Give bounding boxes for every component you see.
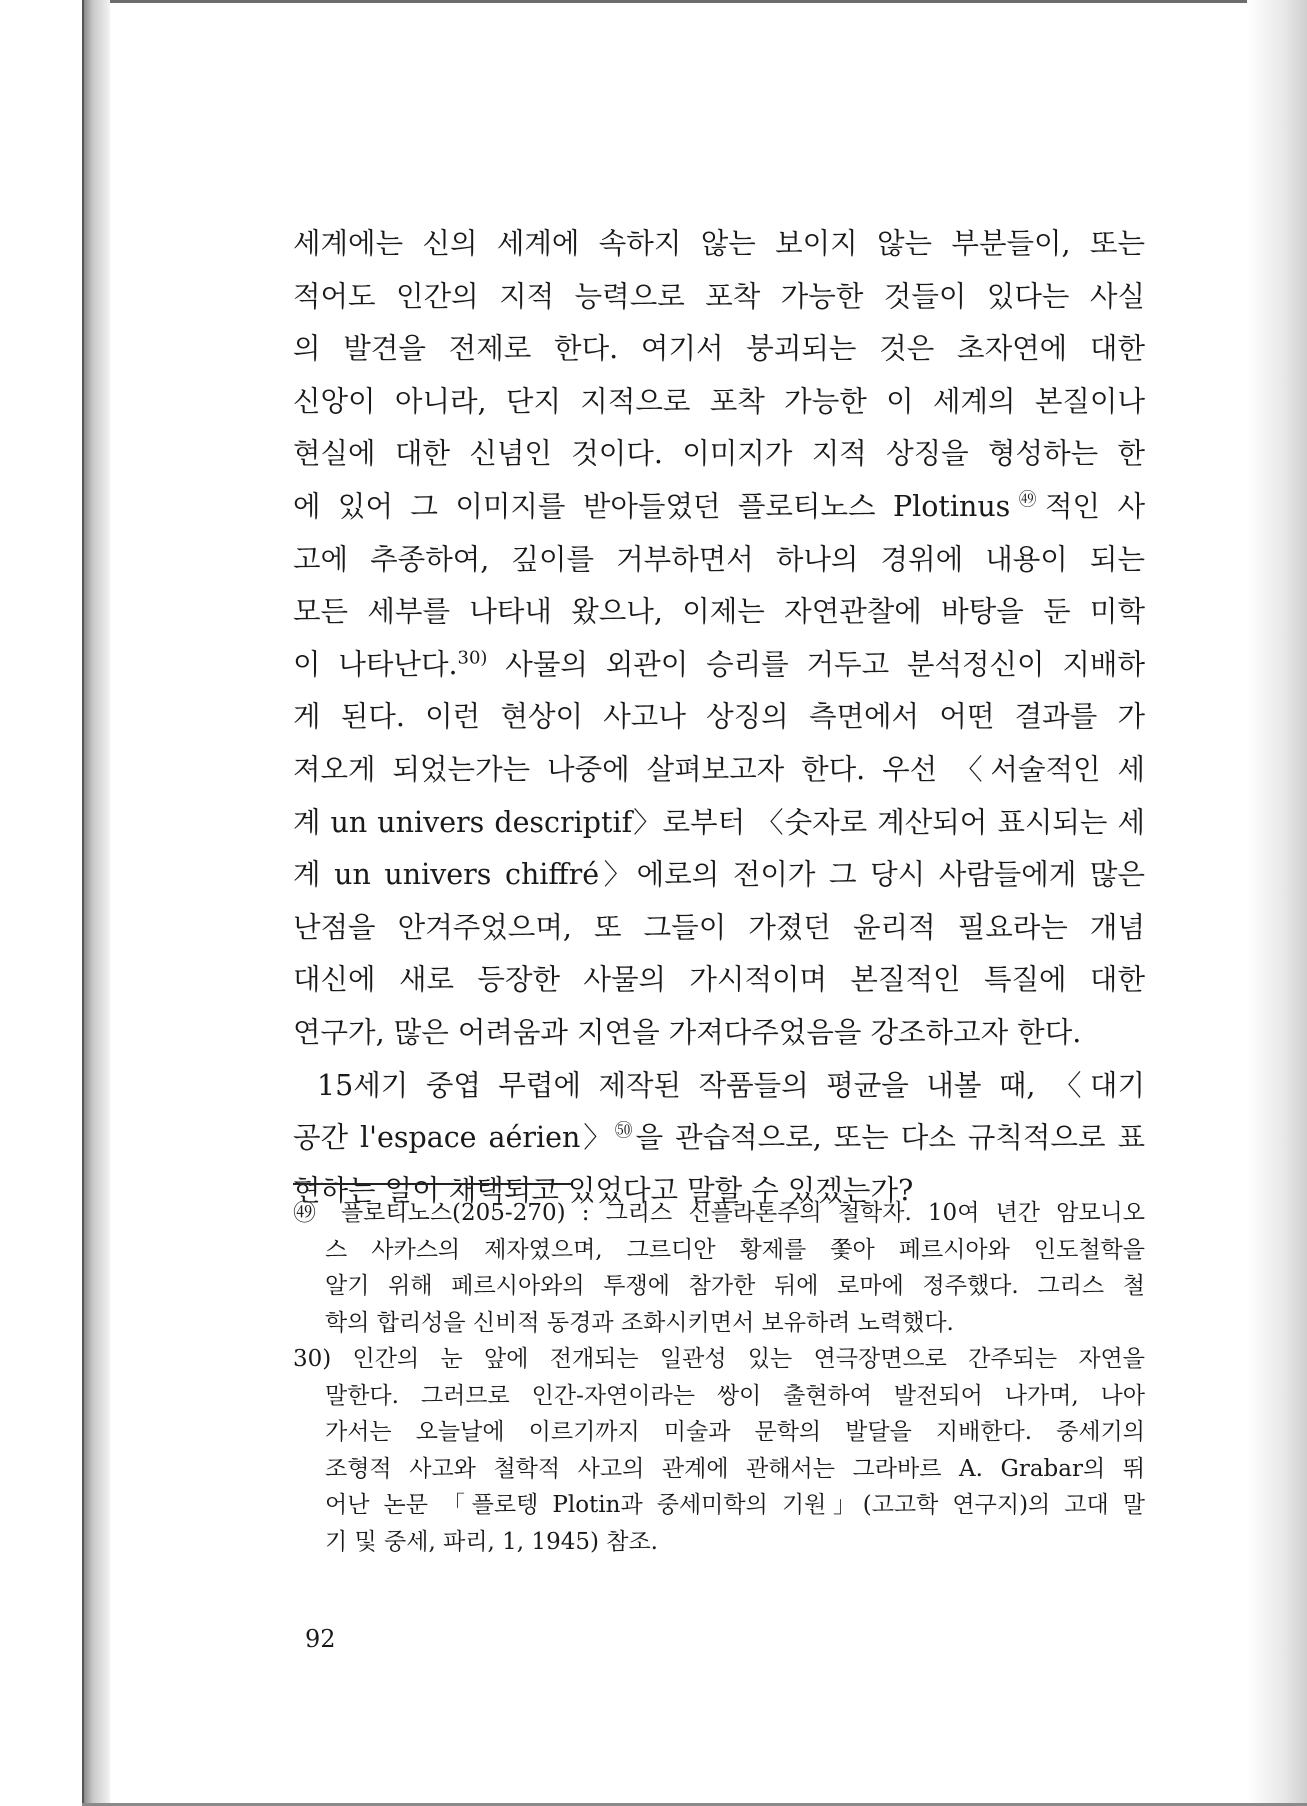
body-line: 현실에 대한 신념인 것이다. 이미지가 지적 상징을 형성하는 한 [293,437,1145,471]
book-spine-edge [82,0,110,1806]
footnote-line: 조형적 사고와 철학적 사고의 관계에 관해서는 그라바르 A. Grabar의 뛰 [325,1455,1145,1482]
body-line-with-note [293,639,1145,692]
body-line: 대신에 새로 등장한 사물의 가시적이며 본질적인 특질에 대한 [293,963,1145,997]
footnote-separator [293,1183,573,1185]
footnotes [293,1195,1145,1560]
footnote-line: 30) 인간의 눈 앞에 전개되는 일관성 있는 연극장면으로 간주되는 자연을 [293,1346,1145,1372]
body-line: 세계에는 신의 세계에 속하지 않는 보이지 않는 부분들이, 또는 [293,227,1145,260]
body-line-head: 공간 l'espace aérien〉 [293,1121,615,1155]
body-line-tail: 적인 사 [1045,489,1145,523]
body-line: 신앙이 아니라, 단지 지적으로 포착 가능한 이 세계의 본질이나 [293,384,1145,418]
body-line-with-note [293,1112,1145,1165]
body-line: 의 발견을 전제로 한다. 여기서 붕괴되는 것은 초자연에 대한 [293,332,1145,366]
body-line-with-note [293,481,1145,534]
footnote-line: 말한다. 그러므로 인간-자연이라는 쌍이 출현하여 발전되어 나가며, 나아 [325,1382,1145,1409]
body-line: 적어도 인간의 지적 능력으로 포착 가능한 것들이 있다는 사실 [293,279,1145,313]
body-line: 계 un univers descriptif〉로부터 〈숫자로 계산되어 표시되는 세 [293,805,1145,839]
footnote-ref-30: 30) [457,647,488,669]
body-line: 현하는 일이 채택되고 있었다고 말할 수 있겠는가? [293,1173,914,1207]
body-line: 모든 세부를 나타내 왔으나, 이제는 자연관찰에 바탕을 둔 미학 [293,595,1145,629]
footnote-ref-50: ㊿ [614,1120,636,1142]
body-line: 져오게 되었는가는 나중에 살펴보고자 한다. 우선 〈서술적인 세 [293,752,1145,786]
body-line: 계 un univers chiffré〉에로의 전이가 그 당시 사람들에게 많은 [293,858,1145,892]
page-number: 92 [305,1625,336,1653]
footnote-line: 가서는 오늘날에 이르기까지 미술과 문학의 발달을 지배한다. 중세기의 [325,1419,1145,1445]
body-line: 게 된다. 이런 현상이 사고나 상징의 측면에서 어떤 결과를 가 [293,700,1145,734]
footnote-line: ㊾ 플로티노스(205-270) : 그리스 신플라톤주의 철학자. 10여 년간 암모니오 [293,1200,1145,1226]
footnote-49 [293,1195,1145,1341]
footnote-line: 알기 위해 페르시아와의 투쟁에 참가한 뒤에 로마에 정주했다. 그리스 철 [325,1273,1145,1299]
body-line: 연구가, 많은 어려움과 지연을 가져다주었음을 강조하고자 한다. [293,1015,1082,1049]
body-line-tail: 을 관습적으로, 또는 다소 규칙적으로 표 [635,1121,1145,1155]
body-line-tail: 사물의 외관이 승리를 거두고 분석정신이 지배하 [487,647,1145,681]
body-line: 고에 추종하여, 깊이를 거부하면서 하나의 경위에 내용이 되는 [293,542,1145,576]
page-right-shadow [1247,0,1307,1806]
body-line-head: 에 있어 그 이미지를 받아들였던 플로티노스 Plotinus [293,489,1011,523]
page-top-border [82,0,1272,3]
main-body-text [293,218,1145,1217]
footnote-line: 어난 논문 「플로텡 Plotin과 중세미학의 기원」(고고학 연구지)의 고대 말 [325,1492,1145,1518]
footnote-line: 기 및 중세, 파리, 1, 1945) 참조. [325,1528,658,1555]
body-line-paragraph-start: 15세기 중엽 무렵에 제작된 작품들의 평균을 내볼 때, 〈대기 [317,1068,1145,1102]
body-line: 난점을 안겨주었으며, 또 그들이 가졌던 윤리적 필요라는 개념 [293,910,1145,944]
footnote-ref-49: ㊾ [1010,489,1045,511]
footnote-line: 스 사카스의 제자였으며, 그르디안 황제를 쫓아 페르시아와 인도철학을 [325,1236,1145,1263]
body-line-head: 이 나타난다. [293,647,458,681]
footnote-30 [293,1341,1145,1560]
footnote-line: 학의 합리성을 신비적 동경과 조화시키면서 보유하려 노력했다. [325,1309,954,1336]
